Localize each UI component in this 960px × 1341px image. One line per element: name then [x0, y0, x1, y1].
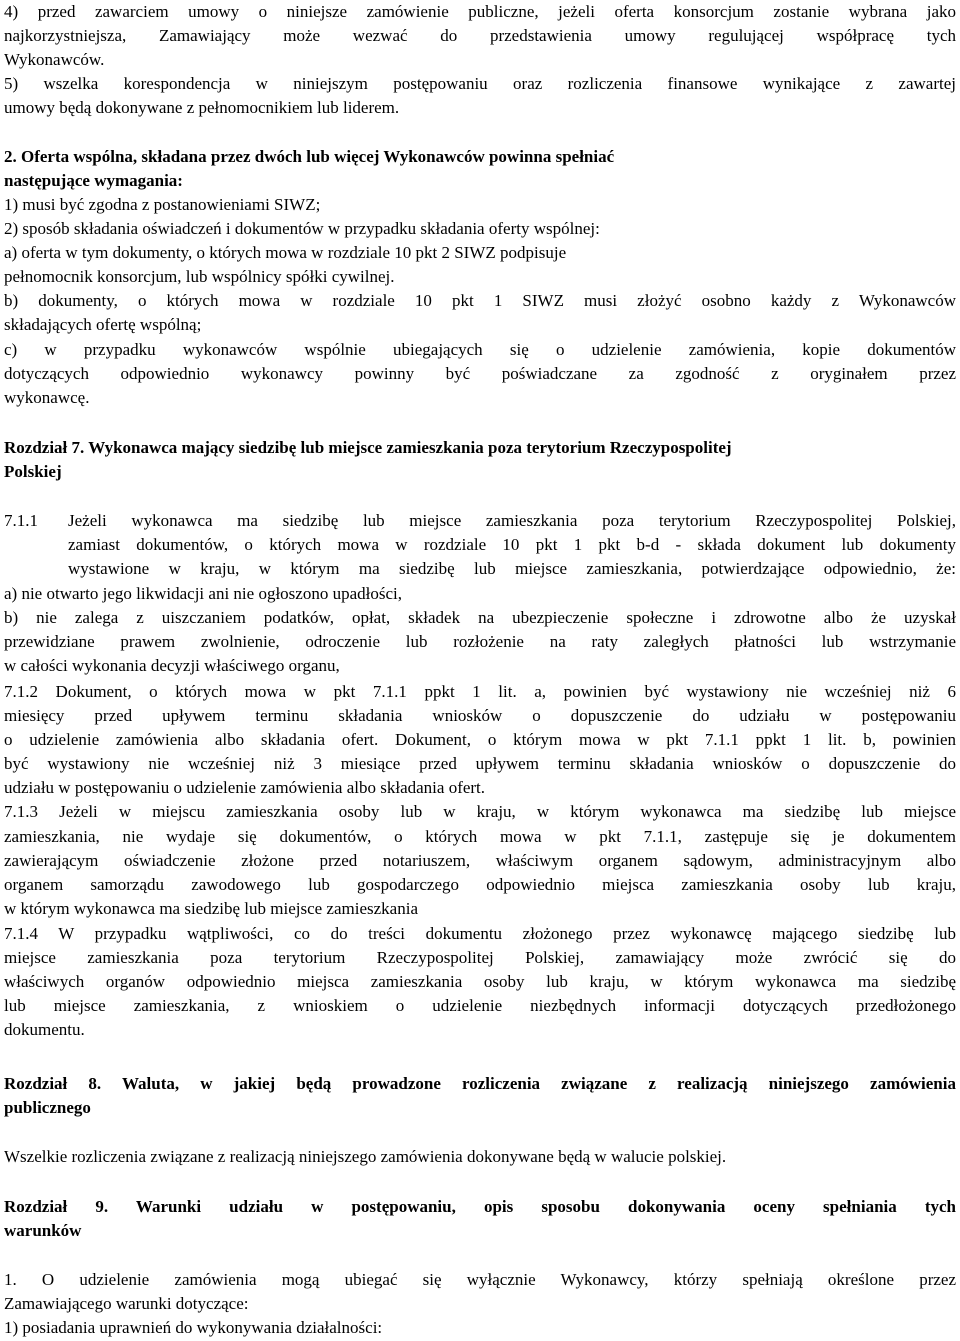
text-line: b) nie zalega z uiszczaniem podatków, opłat, składek na ubezpieczenie społeczne i zdrowotne albo że uzyskał	[4, 608, 956, 627]
text-line: dotyczących odpowiednio wykonawcy powinny być poświadczane za zgodność z oryginałem przez	[4, 364, 956, 383]
text-line: zamiast dokumentów, o których mowa w rozdziale 10 pkt 1 pkt b-d - składa dokument lub dokumenty	[68, 535, 956, 554]
text-line: 7.1.4 W przypadku wątpliwości, co do treści dokumentu złożonego przez wykonawcę mającego siedzibę lub	[4, 924, 956, 943]
text-line: c) w przypadku wykonawców wspólnie ubiegających się o udzielenie zamówienia, kopie dokumentów	[4, 340, 956, 359]
text-line: wykonawcę.	[4, 388, 90, 407]
text-line: organem samorządu zawodowego lub gospodarczego odpowiednio miejsca zamieszkania osoby lub kraju,	[4, 875, 956, 894]
text-line: b) dokumenty, o których mowa w rozdziale 10 pkt 1 SIWZ musi złożyć osobno każdy z Wykonawców	[4, 291, 956, 310]
text-line: dokumentu.	[4, 1020, 85, 1039]
text-line: 7.1.3 Jeżeli w miejscu zamieszkania osoby lub w kraju, w którym wykonawca ma siedzibę lub miejsce	[4, 802, 956, 821]
text-line: 1) posiadania uprawnień do wykonywania działalności:	[4, 1318, 383, 1337]
text-line: składających ofertę wspólną;	[4, 315, 202, 334]
text-line: udziału w postępowaniu o udzielenie zamówienia albo składania ofert.	[4, 778, 486, 797]
text-line: 2) sposób składania oświadczeń i dokumentów w przypadku składania oferty wspólnej:	[4, 219, 600, 238]
chapter-heading: Rozdział 9. Warunki udziału w postępowaniu, opis sposobu dokonywania oceny spełniania tych	[4, 1197, 956, 1216]
text-line: właściwych organów odpowiednio miejsca zamieszkania osoby lub kraju, w którym wykonawca ma siedzibę	[4, 972, 956, 991]
section-heading: następujące wymagania:	[4, 171, 183, 190]
text-line: w całości wykonania decyzji właściwego organu,	[4, 656, 340, 675]
text-line: 1) musi być zgodna z postanowieniami SIWZ;	[4, 195, 321, 214]
text-line: w którym wykonawca ma siedzibę lub miejsce zamieszkania	[4, 899, 418, 918]
text-line: wystawione w kraju, w którym ma siedzibę lub miejsce zamieszkania, potwierdzające odpowiednio, że:	[68, 559, 956, 578]
text-line: Wszelkie rozliczenia związane z realizacją niniejszego zamówienia dokonywane będą w walucie polskiej.	[4, 1147, 727, 1166]
text-line: Jeżeli wykonawca ma siedzibę lub miejsce zamieszkania poza terytorium Rzeczypospolitej Polskiej,	[68, 511, 956, 530]
text-line: najkorzystniejsza, Zamawiający może wezwać do przedstawienia umowy regulującej współpracę tych	[4, 26, 956, 45]
text-line: lub miejsce zamieszkania, z wnioskiem o udzielenie niezbędnych informacji dotyczących przedłożonego	[4, 996, 956, 1015]
chapter-heading: warunków	[4, 1221, 82, 1240]
text-line: zamieszkania, nie wydaje się dokumentów, o których mowa w pkt 7.1.1, zastępuje się je dokumentem	[4, 827, 956, 846]
text-line: umowy będą dokonywane z pełnomocnikiem lub liderem.	[4, 98, 400, 117]
text-line: 5) wszelka korespondencja w niniejszym postępowaniu oraz rozliczenia finansowe wynikające z zawartej	[4, 74, 956, 93]
chapter-heading: publicznego	[4, 1098, 91, 1117]
text-line: 1. O udzielenie zamówienia mogą ubiegać się wyłącznie Wykonawcy, którzy spełniają określone przez	[4, 1270, 956, 1289]
text-line: 7.1.2 Dokument, o których mowa w pkt 7.1.1 ppkt 1 lit. a, powinien być wystawiony nie wcześniej niż 6	[4, 682, 956, 701]
text-line: Wykonawców.	[4, 50, 105, 69]
text-line: o udzielenie zamówienia albo składania ofert. Dokument, o którym mowa w pkt 7.1.1 ppkt 1 lit. b, powinien	[4, 730, 956, 749]
section-heading: 2. Oferta wspólna, składana przez dwóch lub więcej Wykonawców powinna spełniać	[4, 147, 615, 166]
text-line: 4) przed zawarciem umowy o niniejsze zamówienie publiczne, jeżeli oferta konsorcjum zostanie wybrana jako	[4, 2, 956, 21]
chapter-heading: Rozdział 8. Waluta, w jakiej będą prowadzone rozliczenia związane z realizacją niniejszego zamówienia	[4, 1074, 956, 1093]
text-line: miejsce zamieszkania poza terytorium Rzeczypospolitej Polskiej, zamawiający może zwrócić się do	[4, 948, 956, 967]
text-line: przewidziane prawem zwolnienie, odroczenie lub rozłożenie na raty zaległych płatności lub wstrzymanie	[4, 632, 956, 651]
text-line: a) nie otwarto jego likwidacji ani nie ogłoszono upadłości,	[4, 584, 402, 603]
chapter-heading: Polskiej	[4, 462, 62, 481]
text-line: Zamawiającego warunki dotyczące:	[4, 1294, 249, 1313]
chapter-heading: Rozdział 7. Wykonawca mający siedzibę lub miejsce zamieszkania poza terytorium Rzeczypospolitej	[4, 438, 732, 457]
item-number: 7.1.1	[4, 511, 38, 530]
text-line: być wystawiony nie wcześniej niż 3 miesiące przed upływem terminu składania wniosków o dopuszczenie do	[4, 754, 956, 773]
text-line: a) oferta w tym dokumenty, o których mowa w rozdziale 10 pkt 2 SIWZ podpisuje	[4, 243, 567, 262]
text-line: zawierającym oświadczenie złożone przed notariuszem, właściwym organem sądowym, administracyjnym albo	[4, 851, 956, 870]
text-line: miesięcy przed upływem terminu składania wniosków o dopuszczenie do udziału w postępowaniu	[4, 706, 956, 725]
text-line: pełnomocnik konsorcjum, lub wspólnicy spółki cywilnej.	[4, 267, 395, 286]
